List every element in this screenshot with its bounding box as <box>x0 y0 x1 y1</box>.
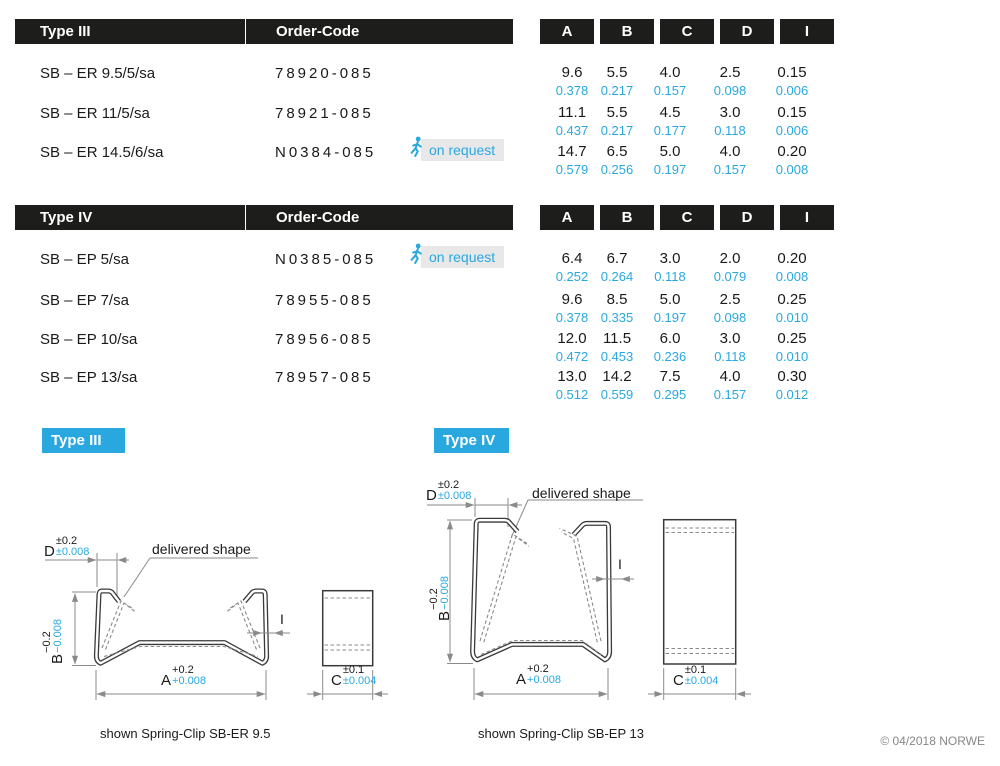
dim-label-i-type3: I <box>280 611 284 627</box>
table-row <box>0 368 1000 410</box>
tol-inch-a: +0.008 <box>172 675 206 687</box>
value-mm-i: 0.15 <box>777 64 807 81</box>
value-mm-b: 11.5 <box>602 330 632 347</box>
value-mm-b: 5.5 <box>606 64 628 81</box>
order-code: 78956-085 <box>275 331 374 348</box>
value-mm-d: 4.0 <box>719 368 741 385</box>
running-man-icon <box>407 136 425 164</box>
part-name: SB – ER 11/5/sa <box>40 105 150 122</box>
value-mm-c: 7.5 <box>659 368 681 385</box>
value-inch-b: 0.217 <box>600 123 634 138</box>
value-mm-c: 4.5 <box>659 104 681 121</box>
value-inch-i: 0.010 <box>775 349 809 364</box>
value-mm-a: 14.7 <box>557 143 587 160</box>
value-inch-d: 0.098 <box>713 310 747 325</box>
value-mm-d: 3.0 <box>719 104 741 121</box>
column-header-b: B <box>600 19 654 44</box>
table-row <box>0 64 1000 106</box>
dim-label-b-type3 <box>42 612 64 664</box>
value-mm-c: 5.0 <box>659 291 681 308</box>
column-header-d: D <box>720 205 774 230</box>
part-name: SB – ER 9.5/5/sa <box>40 65 156 82</box>
tol-inch-d: ±0.008 <box>55 546 90 558</box>
table-row <box>0 330 1000 372</box>
dim-label-d-type4 <box>426 480 471 502</box>
order-code: 78921-085 <box>275 105 374 122</box>
on-request-label: on request <box>421 246 504 268</box>
tol-inch-c: ±0.004 <box>342 675 377 687</box>
tol-inch-c: ±0.004 <box>684 675 719 687</box>
value-mm-i: 0.25 <box>777 291 807 308</box>
value-inch-d: 0.098 <box>713 83 747 98</box>
value-inch-a: 0.378 <box>555 310 589 325</box>
on-request-badge <box>407 138 504 162</box>
value-mm-c: 6.0 <box>659 330 681 347</box>
value-mm-a: 9.6 <box>561 291 583 308</box>
tol-mm-c: ±0.1 <box>684 664 707 676</box>
dim-letter-b: B <box>436 610 453 621</box>
delivered-shape-label-type3: delivered shape <box>152 541 251 557</box>
value-mm-c: 4.0 <box>659 64 681 81</box>
value-mm-a: 9.6 <box>561 64 583 81</box>
part-name: SB – ER 14.5/6/sa <box>40 144 164 161</box>
table-header-type-iii: Type III <box>15 19 245 44</box>
value-inch-a: 0.472 <box>555 349 589 364</box>
value-mm-d: 3.0 <box>719 330 741 347</box>
order-code: N0385-085 <box>275 251 377 268</box>
dim-label-b-type4 <box>429 569 451 621</box>
dim-label-c-type4 <box>673 665 718 687</box>
value-mm-a: 12.0 <box>557 330 587 347</box>
value-mm-b: 8.5 <box>606 291 628 308</box>
value-inch-d: 0.118 <box>714 123 746 138</box>
table-header-type-iv: Type IV <box>15 205 245 230</box>
dim-letter-c: C <box>331 672 342 689</box>
dim-label-a-type4 <box>516 664 561 686</box>
value-mm-b: 5.5 <box>606 104 628 121</box>
value-mm-d: 2.5 <box>719 291 741 308</box>
tol-inch-b: −0.008 <box>52 619 64 653</box>
value-inch-c: 0.236 <box>653 349 687 364</box>
value-mm-d: 2.5 <box>719 64 741 81</box>
value-inch-c: 0.295 <box>653 387 687 402</box>
tol-mm-a: +0.2 <box>527 663 549 675</box>
column-header-a: A <box>540 205 594 230</box>
value-mm-c: 3.0 <box>659 250 681 267</box>
column-header-a: A <box>540 19 594 44</box>
dim-letter-a: A <box>516 671 527 688</box>
value-inch-c: 0.197 <box>653 162 687 177</box>
on-request-label: on request <box>421 139 504 161</box>
dim-label-d-type3 <box>44 536 89 558</box>
part-name: SB – EP 10/sa <box>40 331 138 348</box>
type4-drawing-badge: Type IV <box>434 428 509 453</box>
value-mm-a: 6.4 <box>561 250 583 267</box>
tol-mm-d: ±0.2 <box>437 479 460 491</box>
value-inch-a: 0.378 <box>555 83 589 98</box>
part-name: SB – EP 7/sa <box>40 292 129 309</box>
table-row <box>0 250 1000 292</box>
value-inch-c: 0.177 <box>653 123 687 138</box>
caption-type3: shown Spring-Clip SB-ER 9.5 <box>100 726 271 741</box>
dim-letter-d: D <box>426 487 437 504</box>
value-mm-i: 0.25 <box>777 330 807 347</box>
tol-inch-b: −0.008 <box>439 576 451 610</box>
column-header-b: B <box>600 205 654 230</box>
copyright-note: © 04/2018 NORWE <box>880 734 985 748</box>
tol-inch-d: ±0.008 <box>437 490 472 502</box>
dim-letter-c: C <box>673 672 684 689</box>
delivered-shape-label-type4: delivered shape <box>532 485 631 501</box>
part-name: SB – EP 13/sa <box>40 369 138 386</box>
value-inch-a: 0.579 <box>555 162 589 177</box>
value-inch-c: 0.118 <box>654 269 686 284</box>
dim-letter-b: B <box>49 653 66 664</box>
value-inch-a: 0.512 <box>555 387 589 402</box>
dim-letter-a: A <box>161 672 172 689</box>
value-mm-b: 6.5 <box>606 143 628 160</box>
dim-label-i-type4: I <box>618 556 622 572</box>
part-name: SB – EP 5/sa <box>40 251 129 268</box>
column-header-i: I <box>780 205 834 230</box>
on-request-badge <box>407 245 504 269</box>
value-inch-b: 0.264 <box>600 269 634 284</box>
column-header-c: C <box>660 19 714 44</box>
running-man-icon <box>407 243 425 271</box>
order-code: 78920-085 <box>275 65 374 82</box>
value-inch-c: 0.197 <box>653 310 687 325</box>
tol-mm-a: +0.2 <box>172 664 194 676</box>
value-mm-i: 0.15 <box>777 104 807 121</box>
value-mm-a: 13.0 <box>557 368 587 385</box>
caption-type4: shown Spring-Clip SB-EP 13 <box>478 726 644 741</box>
value-inch-a: 0.437 <box>555 123 589 138</box>
value-inch-b: 0.453 <box>600 349 634 364</box>
column-header-d: D <box>720 19 774 44</box>
column-header-c: C <box>660 205 714 230</box>
table-header-order-code: Order-Code <box>246 19 513 44</box>
value-inch-b: 0.335 <box>600 310 634 325</box>
value-mm-c: 5.0 <box>659 143 681 160</box>
value-inch-b: 0.559 <box>600 387 634 402</box>
value-mm-a: 11.1 <box>557 104 587 121</box>
value-inch-i: 0.010 <box>775 310 809 325</box>
type3-drawing-badge: Type III <box>42 428 125 453</box>
value-inch-i: 0.012 <box>775 387 809 402</box>
value-inch-b: 0.256 <box>600 162 634 177</box>
value-inch-d: 0.157 <box>713 387 747 402</box>
value-inch-i: 0.008 <box>775 162 809 177</box>
table-row <box>0 291 1000 333</box>
value-inch-d: 0.079 <box>713 269 747 284</box>
tol-mm-d: ±0.2 <box>55 535 78 547</box>
value-inch-i: 0.008 <box>775 269 809 284</box>
value-mm-i: 0.30 <box>777 368 807 385</box>
value-inch-i: 0.006 <box>775 123 809 138</box>
value-inch-d: 0.118 <box>714 349 746 364</box>
value-inch-c: 0.157 <box>653 83 687 98</box>
order-code: N0384-085 <box>275 144 377 161</box>
order-code: 78955-085 <box>275 292 374 309</box>
value-inch-a: 0.252 <box>555 269 589 284</box>
value-mm-d: 4.0 <box>719 143 741 160</box>
value-mm-b: 14.2 <box>602 368 632 385</box>
value-inch-i: 0.006 <box>775 83 809 98</box>
tol-mm-c: ±0.1 <box>342 664 365 676</box>
tol-mm-b: −0.2 <box>428 588 440 610</box>
tol-inch-a: +0.008 <box>527 674 561 686</box>
value-mm-i: 0.20 <box>777 250 807 267</box>
table-header-order-code: Order-Code <box>246 205 513 230</box>
value-mm-d: 2.0 <box>719 250 741 267</box>
value-inch-b: 0.217 <box>600 83 634 98</box>
value-mm-b: 6.7 <box>606 250 628 267</box>
dim-label-c-type3 <box>331 665 376 687</box>
value-mm-i: 0.20 <box>777 143 807 160</box>
order-code: 78957-085 <box>275 369 374 386</box>
table-row <box>0 143 1000 185</box>
tol-mm-b: −0.2 <box>41 631 53 653</box>
dim-letter-d: D <box>44 543 55 560</box>
column-header-i: I <box>780 19 834 44</box>
dim-label-a-type3 <box>161 665 206 687</box>
value-inch-d: 0.157 <box>713 162 747 177</box>
